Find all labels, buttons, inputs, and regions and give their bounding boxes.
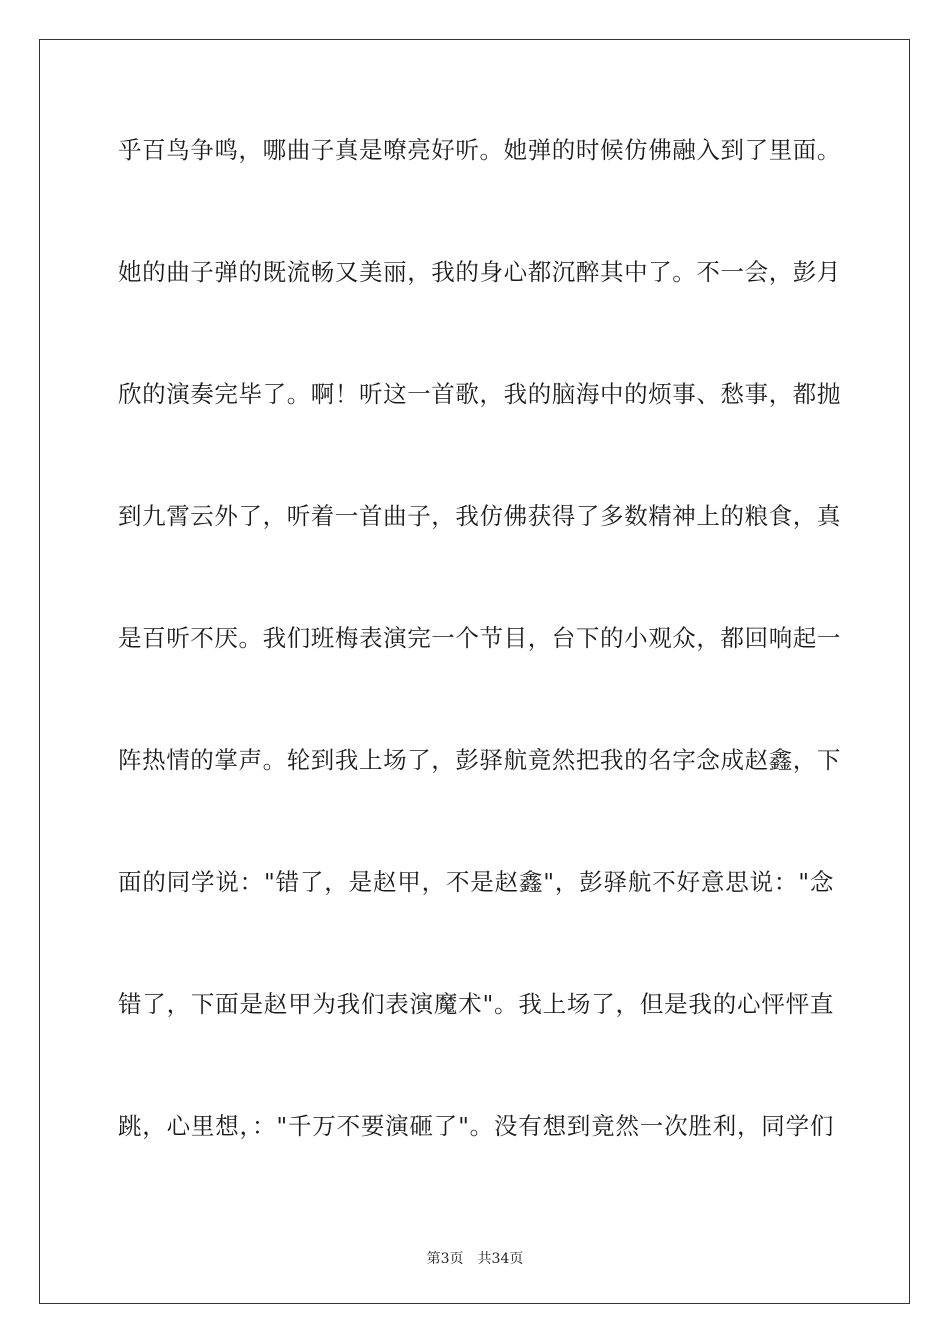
text-line: 错了，下面是赵甲为我们表演魔术"。我上场了，但是我的心怦怦直: [118, 990, 834, 1018]
page-number-footer: 第3页 共34页: [426, 1251, 524, 1267]
text-line: 面的同学说："错了，是赵甲，不是赵鑫"，彭驿航不好意思说："念: [118, 868, 834, 896]
text-line: 是百听不厌。我们班梅表演完一个节目，台下的小观众，都回响起一: [118, 624, 841, 652]
text-line: 跳，心里想，："千万不要演砸了"。没有想到竟然一次胜利，同学们: [118, 1112, 834, 1140]
text-line: 到九霄云外了，听着一首曲子，我仿佛获得了多数精神上的粮食，真: [118, 502, 841, 530]
body-text: [118, 130, 841, 1228]
text-line: 欣的演奏完毕了。啊！听这一首歌，我的脑海中的烦事、愁事，都抛: [118, 380, 841, 408]
text-line: 她的曲子弹的既流畅又美丽，我的身心都沉醉其中了。不一会，彭月: [118, 258, 841, 286]
text-line: 阵热情的掌声。轮到我上场了，彭驿航竟然把我的名字念成赵鑫，下: [118, 746, 841, 774]
text-line: 乎百鸟争鸣，哪曲子真是嘹亮好听。她弹的时候仿佛融入到了里面。: [118, 136, 841, 164]
